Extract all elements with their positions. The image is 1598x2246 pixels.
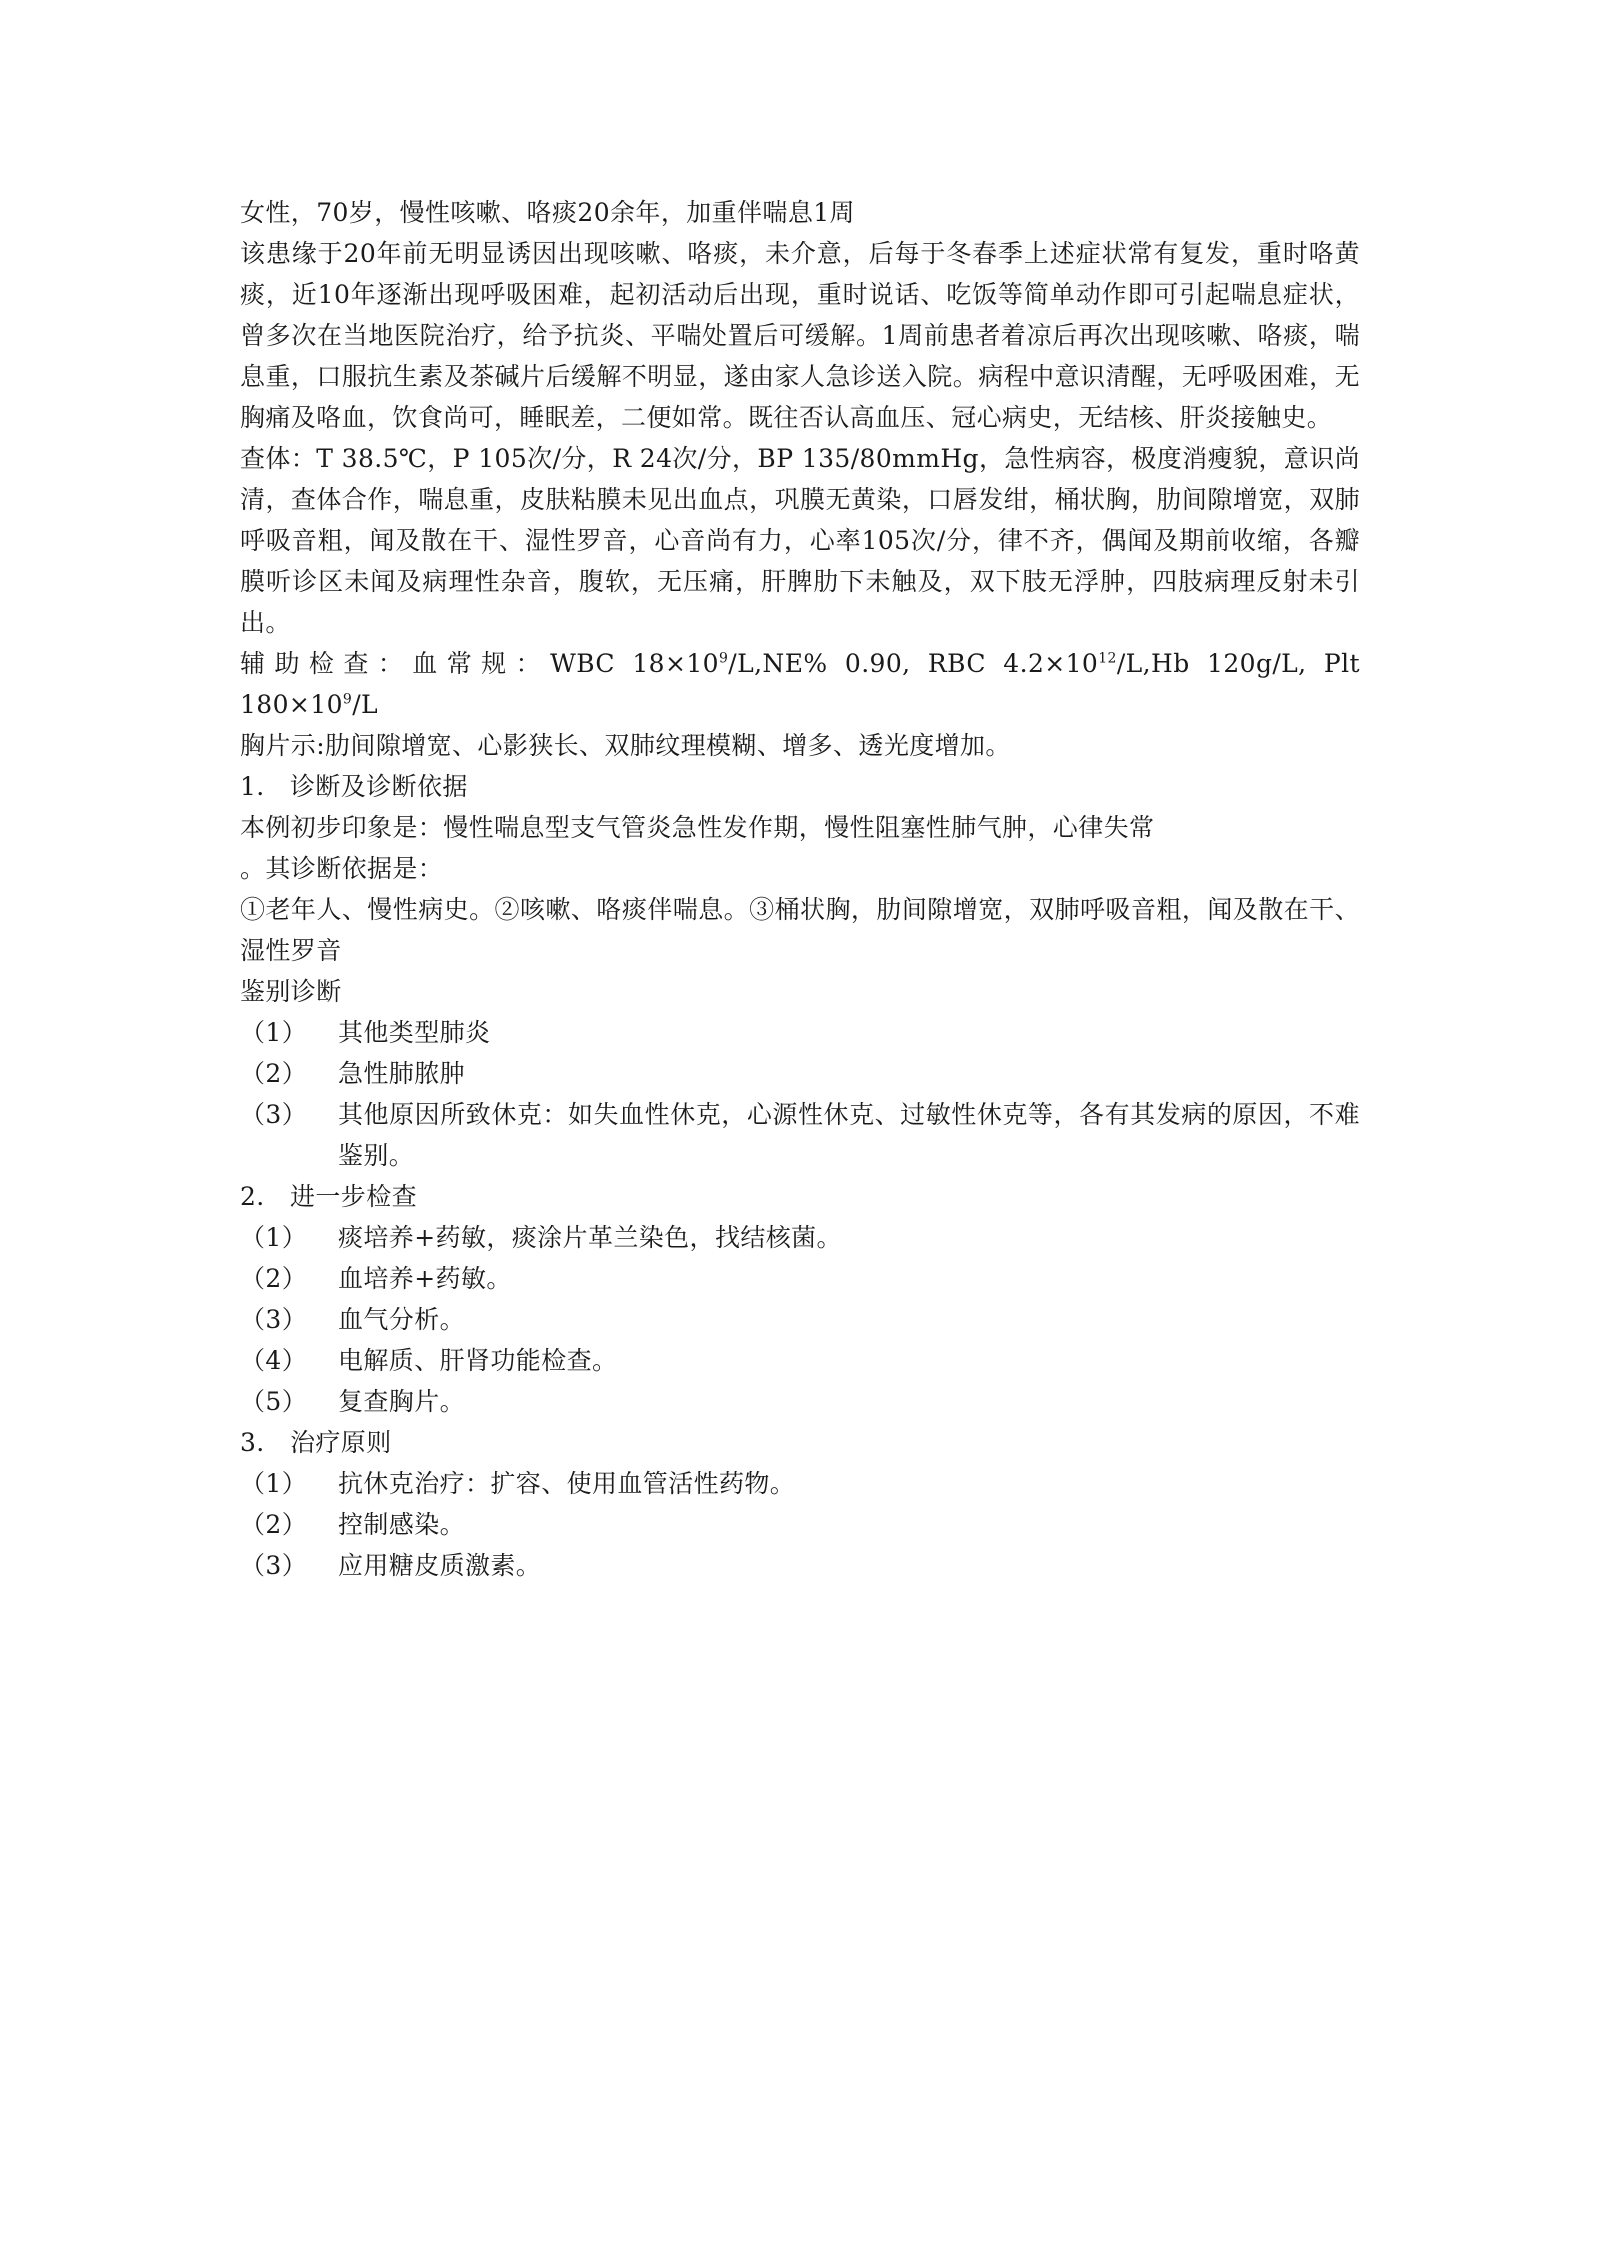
diagnosis-basis: ①老年人、慢性病史。②咳嗽、咯痰伴喘息。③桶状胸，肋间隙增宽，双肺呼吸音粗，闻及散在干、湿性罗音 (240, 895, 1360, 965)
list-item-text: 急性肺脓肿 (338, 1059, 466, 1088)
list-item (240, 1463, 1360, 1504)
differential-title: 鉴别诊断 (240, 977, 342, 1006)
list-item-text: 电解质、肝肾功能检查。 (338, 1346, 618, 1375)
list-item-text: 血气分析。 (338, 1305, 466, 1334)
physical-exam: 查体：T 38.5℃，P 105次/分，R 24次/分，BP 135/80mmHg，急性病容，极度消瘦貌，意识尚清，查体合作，喘息重，皮肤粘膜未见出血点，巩膜无黄染，口唇发绀，桶状胸，肋间隙增宽，双肺呼吸音粗，闻及散在干、湿性罗音，心音尚有力，心率105次/分，律不齐，偶闻及期前收缩，各瓣膜听诊区未闻及病理性杂音，腹软，无压痛，肝脾肋下未触及，双下肢无浮肿，四肢病理反射未引出。 (240, 444, 1360, 637)
document-page (240, 192, 1360, 1586)
lab-mid-1: /L,NE% 0.90, RBC 4.2×10 (728, 649, 1099, 678)
list-item-text: 血培养+药敏。 (338, 1264, 512, 1293)
list-item-number: （4） (240, 1346, 308, 1375)
section-1-number: 1. (240, 772, 265, 801)
list-item-number: （3） (240, 1100, 308, 1129)
list-item-number: （1） (240, 1469, 308, 1498)
list-item (240, 1299, 1360, 1340)
list-item (240, 1012, 1360, 1053)
basis-lead: 。其诊断依据是： (240, 854, 444, 883)
section-2-heading (240, 1176, 1360, 1217)
list-item (240, 1545, 1360, 1586)
lab-results (240, 643, 1360, 725)
chest-xray: 胸片示:肋间隙增宽、心影狭长、双肺纹理模糊、增多、透光度增加。 (240, 731, 1011, 760)
list-item-text: 痰培养+药敏，痰涂片革兰染色，找结核菌。 (338, 1223, 842, 1252)
section-1-heading (240, 766, 1360, 807)
lab-suffix: /L (352, 690, 379, 719)
list-item (240, 1504, 1360, 1545)
list-item (240, 1381, 1360, 1422)
list-item (240, 1340, 1360, 1381)
list-item (240, 1217, 1360, 1258)
case-history: 该患缘于20年前无明显诱因出现咳嗽、咯痰，未介意，后每于冬春季上述症状常有复发，重时咯黄痰，近10年逐渐出现呼吸困难，起初活动后出现，重时说话、吃饭等简单动作即可引起喘息症状，曾多次在当地医院治疗，给予抗炎、平喘处置后可缓解。1周前患者着凉后再次出现咳嗽、咯痰，喘息重，口服抗生素及茶碱片后缓解不明显，遂由家人急诊送入院。病程中意识清醒，无呼吸困难，无胸痛及咯血，饮食尚可，睡眠差，二便如常。既往否认高血压、冠心病史，无结核、肝炎接触史。 (240, 239, 1360, 432)
list-item-text: 抗休克治疗：扩容、使用血管活性药物。 (338, 1469, 796, 1498)
lab-sup-3: 9 (342, 691, 353, 708)
list-item (240, 1094, 1360, 1176)
lab-sup-2: 12 (1098, 650, 1117, 667)
section-2-number: 2. (240, 1182, 265, 1211)
initial-impression: 本例初步印象是：慢性喘息型支气管炎急性发作期，慢性阻塞性肺气肿，心律失常 (240, 813, 1155, 842)
list-item-number: （2） (240, 1264, 308, 1293)
list-item-number: （2） (240, 1510, 308, 1539)
list-item (240, 1053, 1360, 1094)
list-item-number: （1） (240, 1223, 308, 1252)
list-item-number: （3） (240, 1305, 308, 1334)
list-item-text: 其他原因所致休克：如失血性休克，心源性休克、过敏性休克等，各有其发病的原因，不难鉴别。 (338, 1100, 1360, 1170)
section-1-title: 诊断及诊断依据 (290, 772, 468, 801)
lab-sup-1: 9 (718, 650, 729, 667)
section-3-number: 3. (240, 1428, 265, 1457)
list-item-text: 控制感染。 (338, 1510, 466, 1539)
list-item-number: （2） (240, 1059, 308, 1088)
lab-prefix: 辅助检查：血常规：WBC 18×10 (240, 649, 719, 678)
section-3-heading (240, 1422, 1360, 1463)
list-item-text: 其他类型肺炎 (338, 1018, 491, 1047)
section-2-title: 进一步检查 (290, 1182, 418, 1211)
section-3-title: 治疗原则 (290, 1428, 392, 1457)
case-title: 女性，70岁，慢性咳嗽、咯痰20余年，加重伴喘息1周 (240, 198, 855, 227)
list-item-text: 复查胸片。 (338, 1387, 466, 1416)
list-item-text: 应用糖皮质激素。 (338, 1551, 542, 1580)
list-item-number: （1） (240, 1018, 308, 1047)
list-item-number: （3） (240, 1551, 308, 1580)
list-item-number: （5） (240, 1387, 308, 1416)
lab-mid-2: /L,Hb 120g/L, Plt 180×10 (240, 649, 1360, 719)
list-item (240, 1258, 1360, 1299)
